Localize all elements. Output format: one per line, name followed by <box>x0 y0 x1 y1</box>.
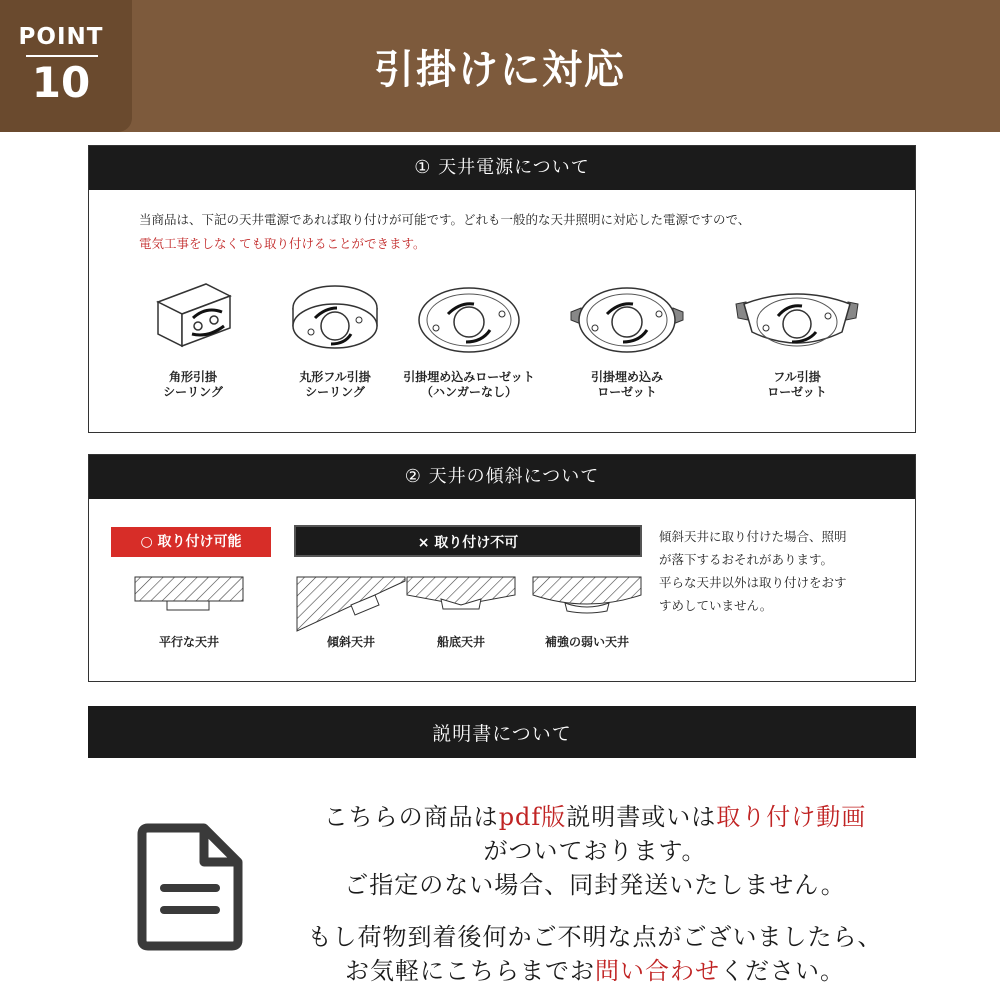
manual-line-2: がついております。 <box>483 837 707 865</box>
ok-badge: ○ 取り付け可能 <box>111 527 271 557</box>
ceiling-power-panel <box>88 145 916 433</box>
square-ceiling-icon <box>148 274 238 364</box>
ceiling-power-title: ① 天井電源について <box>89 146 915 190</box>
header-banner <box>0 0 1000 132</box>
recessed-hanger-rosette-icon <box>567 274 687 364</box>
manual-description <box>270 800 920 988</box>
boat-ceiling-label: 船底天井 <box>436 635 485 649</box>
document-icon <box>134 822 246 952</box>
round-ceiling-icon <box>285 274 385 364</box>
ceiling-type-label: 引掛埋め込み ローゼット <box>590 370 663 399</box>
ceiling-type-label: 引掛埋め込みローゼット （ハンガーなし） <box>403 370 535 399</box>
weak-ceiling-label: 補強の弱い天井 <box>544 635 629 649</box>
manual-title: 説明書について <box>88 706 916 758</box>
slope-warning: 傾斜天井に取り付けた場合、照明 が落下するおそれがあります。 平らな天井以外は取り付けをおす すめしていません。 <box>659 529 847 613</box>
ceiling-slope-panel <box>88 454 916 682</box>
ceiling-slope-title: ② 天井の傾斜について <box>89 455 915 499</box>
point-label: POINT <box>18 24 104 50</box>
sloped-ceiling-label: 傾斜天井 <box>326 635 375 649</box>
flat-ceiling-diagram <box>133 573 245 617</box>
point-number: 10 <box>31 58 91 107</box>
ceiling-type-recessed <box>559 274 695 400</box>
ceiling-type-square <box>125 274 261 400</box>
manual-line-4: もし荷物到着後何かご不明な点がございましたら、 <box>307 923 883 951</box>
ceiling-type-label: フル引掛 ローゼット <box>767 370 827 399</box>
boat-ceiling-diagram <box>405 573 517 617</box>
manual-line-1: こちらの商品はpdf版説明書或いは取り付け動画 <box>323 803 867 831</box>
full-rosette-icon <box>732 274 862 364</box>
sloped-ceiling-diagram <box>295 575 407 635</box>
intro-line-1: 当商品は、下記の天井電源であれば取り付けが可能です。どれも一般的な天井照明に対応した電源ですので、 <box>139 212 751 227</box>
ceiling-power-intro <box>139 208 750 256</box>
ceiling-type-round-full <box>267 274 403 400</box>
page-title: 引掛けに対応 <box>374 47 626 93</box>
flat-ceiling-label: 平行な天井 <box>158 635 219 649</box>
weak-ceiling-diagram <box>531 573 643 617</box>
intro-line-2: 電気工事をしなくても取り付けることができます。 <box>139 236 426 251</box>
manual-line-5: お気軽にこちらまでお問い合わせください。 <box>345 957 845 985</box>
ceiling-type-label: 丸形フル引掛 シーリング <box>299 370 371 399</box>
manual-line-3: ご指定のない場合、同封発送いたしません。 <box>344 871 846 899</box>
recessed-rosette-icon <box>414 274 524 364</box>
ceiling-type-label: 角形引掛 シーリング <box>163 370 223 399</box>
ng-badge: × 取り付け不可 <box>294 525 642 557</box>
contact-link[interactable]: 問い合わせ <box>595 957 720 985</box>
ceiling-type-recessed-no-hanger <box>401 274 537 400</box>
ceiling-type-full-rosette <box>729 274 865 400</box>
